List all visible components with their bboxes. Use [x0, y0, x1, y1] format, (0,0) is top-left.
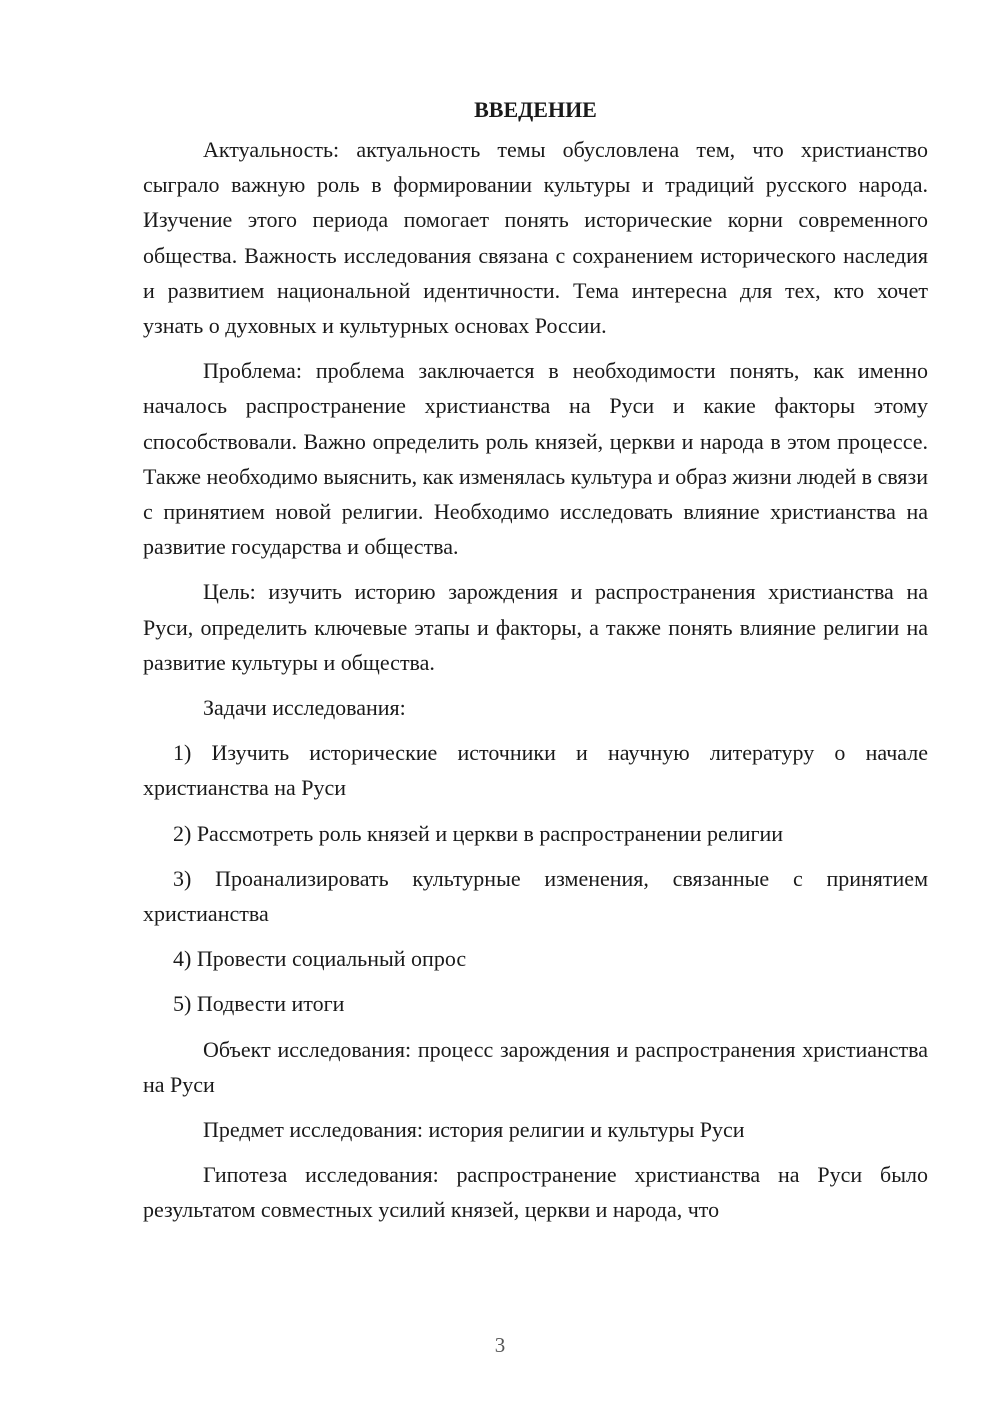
paragraph-relevance: Актуальность: актуальность темы обусловлена тем, что христианство сыграло важную роль в формировании культуры и традиций русского народа. Изучение этого периода помогает понять исторические корни современного общества. Важность исследования связана с сохранением исторического наследия и развитием национальной идентичности. Тема интересна для тех, кто хочет узнать о духовных и культурных основах России.: [143, 137, 928, 339]
task-item-4: 4) Провести социальный опрос: [173, 946, 467, 972]
paragraph-hypothesis: Гипотеза исследования: распространение христианства на Руси было результатом совместных усилий князей, церкви и народа, что: [143, 1162, 928, 1223]
document-title: ВВЕДЕНИЕ: [474, 97, 597, 122]
tasks-heading: Задачи исследования:: [203, 695, 406, 721]
paragraph-goal: Цель: изучить историю зарождения и распространения христианства на Руси, определить ключевые этапы и факторы, а также понять влияние религии на развитие культуры и общества.: [143, 579, 928, 675]
task-item-1: 1) Изучить исторические источники и научную литературу о начале христианства на Руси: [143, 740, 928, 801]
task-item-5: 5) Подвести итоги: [173, 991, 345, 1017]
task-item-3: 3) Проанализировать культурные изменения, связанные с принятием христианства: [143, 865, 928, 927]
document-page: [143, 92, 928, 1238]
task-item-2: 2) Рассмотреть роль князей и церкви в распространении религии: [173, 820, 784, 846]
paragraph-object: Объект исследования: процесс зарождения и распространения христианства на Руси: [143, 1036, 928, 1097]
page-number: 3: [494, 1333, 506, 1357]
paragraph-problem: Проблема: проблема заключается в необходимости понять, как именно началось распространение христианства на Руси и какие факторы этому способствовали. Важно определить роль князей, церкви и народа в этом процессе. Также необходимо выяснить, как изменялась культура и образ жизни людей в связи с принятием новой религии. Необходимо исследовать влияние христианства на развитие государства и общества.: [143, 358, 928, 560]
paragraph-subject: Предмет исследования: история религии и культуры Руси: [203, 1117, 745, 1143]
